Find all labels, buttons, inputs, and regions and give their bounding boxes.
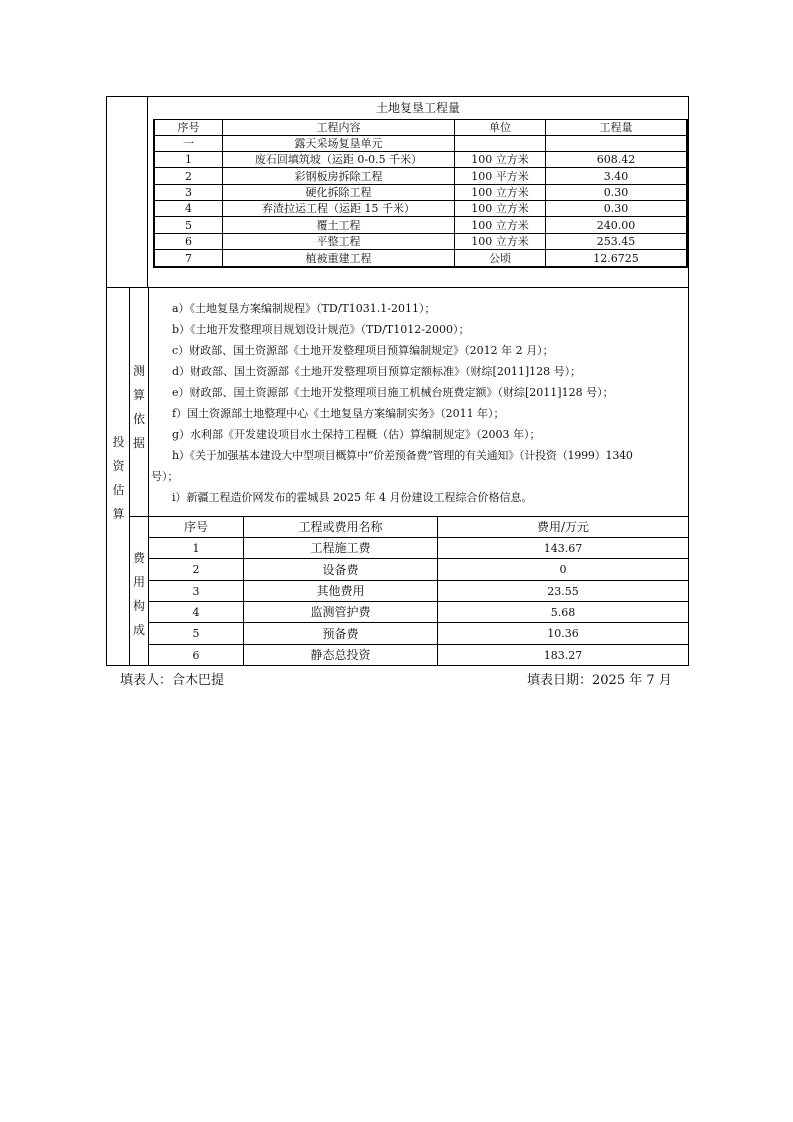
cost-label-char: 成: [132, 623, 145, 637]
filler-label: 填表人：合木巴提: [120, 673, 225, 688]
row-unit: 100 立方米: [471, 202, 529, 215]
row-no: 3: [185, 186, 192, 199]
row-qty: 608.42: [596, 153, 636, 166]
cost-row-value: 0: [559, 563, 567, 576]
row-unit: 100 立方米: [471, 218, 529, 232]
cost-header-no: 序号: [183, 520, 208, 534]
cost-row-name: 监测管护费: [310, 605, 371, 619]
cost-row-no: 5: [192, 627, 200, 640]
cost-label-char: 费: [132, 551, 145, 565]
row-item: 露天采场复垦单元: [294, 137, 383, 150]
header-no: 序号: [177, 121, 200, 134]
row-qty: 0.30: [603, 202, 629, 215]
basis-label-char: 算: [132, 388, 145, 402]
basis-label-char: 据: [132, 436, 145, 450]
top-section-title: 土地复垦工程量: [375, 101, 460, 115]
header-unit: 单位: [489, 121, 511, 134]
fill-date: 填表日期：2025 年 7 月: [527, 673, 672, 688]
row-no: 一: [183, 137, 194, 150]
row-item: 硬化拆除工程: [305, 186, 372, 199]
cost-row-no: 3: [192, 584, 200, 598]
row-no: 1: [185, 153, 192, 166]
basis-label-char: 依: [132, 412, 145, 426]
frame-bottom: [106, 665, 689, 666]
cost-row-no: 1: [192, 541, 200, 555]
basis-label-char: 测: [132, 364, 145, 378]
cost-label-char: 用: [132, 575, 145, 589]
basis-item: h）《关于加强基本建设大中型项目概算中“价差预备费”管理的有关通知》（计投资（1999）1340: [172, 449, 633, 462]
cost-row-name: 静态总投资: [310, 648, 371, 662]
invest-label-char: 算: [112, 507, 125, 521]
basis-item: i）新疆工程造价网发布的霍城县 2025 年 4 月份建设工程综合价格信息。: [172, 491, 533, 504]
cost-row-value: 23.55: [547, 584, 579, 598]
header-item: 工程内容: [316, 121, 361, 134]
row-no: 6: [185, 235, 192, 248]
top-left-column-divider: [147, 96, 148, 288]
row-qty: 253.45: [596, 235, 636, 248]
cost-row-value: 10.36: [547, 627, 579, 640]
row-no: 2: [185, 169, 192, 183]
header-qty: 工程量: [599, 121, 633, 134]
row-no: 5: [185, 218, 192, 232]
row-item: 弃渣拉运工程（运距 15 千米）: [262, 202, 415, 215]
cost-label: [130, 546, 148, 642]
invest-label-char: 资: [112, 459, 125, 473]
cost-row-no: 2: [192, 563, 200, 576]
cost-row-value: 5.68: [550, 605, 576, 619]
row-no: 4: [185, 202, 192, 215]
row-unit: 100 立方米: [471, 186, 529, 199]
cost-row-name: 设备费: [322, 562, 359, 577]
basis-item: e）财政部、国土资源部《土地开发整理项目施工机械台班费定额》（财综[2011]128 号）；: [172, 386, 614, 399]
frame-top: [106, 96, 689, 97]
cost-row-name: 工程施工费: [310, 541, 371, 555]
cost-header-value: 费用/万元: [536, 520, 590, 534]
row-item: 覆土工程: [316, 218, 361, 232]
cost-row-name: 预备费: [322, 626, 359, 641]
cost-label-char: 构: [132, 599, 145, 613]
row-qty: 240.00: [596, 218, 636, 232]
row-item: 废石回填筑坡（运距 0-0.5 千米）: [254, 153, 423, 166]
inner-table-right: [686, 119, 688, 268]
invest-label: [108, 430, 129, 526]
cost-header-name: 工程或费用名称: [298, 520, 383, 534]
basis-item: b）《土地开发整理项目规划设计规范》（TD/T1012-2000）；: [172, 323, 470, 336]
basis-label: [130, 359, 148, 455]
row-qty: 0.30: [603, 186, 629, 199]
cost-row-value: 183.27: [543, 648, 583, 662]
basis-item: f）国土资源部土地整理中心《土地复垦方案编制实务》（2011 年）；: [172, 407, 505, 420]
row-unit: 100 立方米: [471, 235, 529, 248]
section-divider: [106, 287, 689, 288]
row-qty: 12.6725: [593, 251, 639, 265]
invest-label-char: 估: [112, 483, 125, 497]
basis-item: d）财政部、国土资源部《土地开发整理项目预算定额标准》（财综[2011]128 号）；: [172, 365, 582, 378]
row-item: 彩钢板房拆除工程: [294, 169, 383, 183]
row-qty: 3.40: [603, 169, 629, 183]
basis-item-continued: 号）；: [151, 470, 179, 483]
row-item: 平整工程: [316, 235, 361, 248]
invest-label-char: 投: [112, 435, 125, 449]
row-item: 植被重建工程: [305, 251, 372, 265]
row-unit: 100 平方米: [471, 169, 529, 183]
cost-row-no: 4: [192, 605, 200, 619]
cost-row-no: 6: [192, 648, 200, 662]
row-qty: [546, 136, 686, 151]
inner-table-bottom: [153, 266, 687, 268]
row-unit: 公顷: [489, 251, 511, 265]
row-unit: 100 立方米: [471, 153, 529, 166]
row-unit: [455, 136, 545, 151]
basis-item: a）《土地复垦方案编制规程》（TD/T1031.1-2011）；: [172, 302, 436, 315]
row-no: 7: [185, 251, 192, 265]
basis-item: g）水利部《开发建设项目水土保持工程概（估）算编制规定》（2003 年）；: [172, 428, 541, 441]
frame-left: [106, 96, 107, 666]
cost-row-name: 其他费用: [316, 584, 365, 598]
cost-row-value: 143.67: [543, 541, 583, 555]
basis-item: c）财政部、国土资源部《土地开发整理项目预算编制规定》（2012 年 2 月）；: [172, 344, 554, 357]
